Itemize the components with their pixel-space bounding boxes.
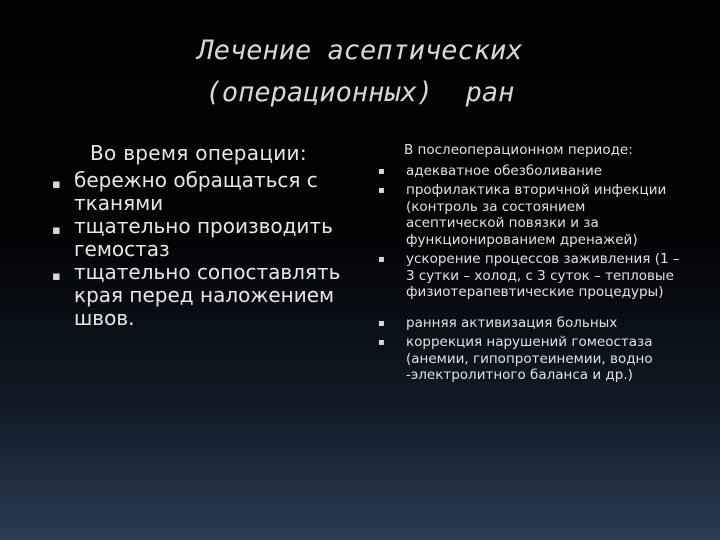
- right-heading: В послеоперационном периоде:: [404, 142, 633, 158]
- square-bullet-icon: ▪: [378, 337, 385, 348]
- list-item: [378, 251, 683, 301]
- square-bullet-icon: ▪: [52, 223, 61, 238]
- list-item: [378, 182, 683, 248]
- square-bullet-icon: ▪: [52, 177, 61, 192]
- list-item-text: тщательно сопоставлять края перед наложением швов.: [74, 260, 341, 330]
- left-heading: Во время операции:: [90, 141, 307, 165]
- list-item-text: тщательно производить гемостаз: [74, 214, 333, 261]
- list-item: [52, 215, 352, 261]
- list-item-text: бережно обращаться с тканями: [74, 168, 318, 215]
- left-column: [52, 142, 352, 330]
- list-item-text: коррекция нарушений гомеостаза (анемии, гипопротеинемии, водно -электролитного баланса и др.): [406, 334, 653, 383]
- square-bullet-icon: ▪: [378, 185, 385, 196]
- list-item: [52, 169, 352, 215]
- square-bullet-icon: ▪: [378, 165, 385, 177]
- slide-title: [100, 30, 620, 114]
- square-bullet-icon: ▪: [378, 317, 385, 329]
- list-item: [378, 163, 683, 180]
- slide-title-line-1: Лечение асептических: [197, 35, 523, 66]
- list-item: [378, 315, 683, 332]
- square-bullet-icon: ▪: [378, 254, 385, 265]
- left-list: [52, 169, 352, 330]
- list-item-text: адекватное обезболивание: [406, 162, 603, 179]
- right-column: [378, 142, 683, 387]
- list-item-text: ранняя активизация больных: [406, 314, 618, 331]
- list-item: [378, 334, 683, 384]
- right-list: [378, 163, 683, 384]
- list-item-text: профилактика вторичной инфекции (контроль за состоянием асептической повязки и за функционированием дренажей): [406, 182, 667, 248]
- slide-title-line-2: (операционных) ран: [205, 77, 515, 108]
- list-item-text: ускорение процессов заживления (1 – 3 сутки – холод, с 3 суток – тепловые физиотерапевтические процедуры): [406, 251, 680, 300]
- square-bullet-icon: ▪: [52, 269, 61, 284]
- list-item: [52, 261, 352, 330]
